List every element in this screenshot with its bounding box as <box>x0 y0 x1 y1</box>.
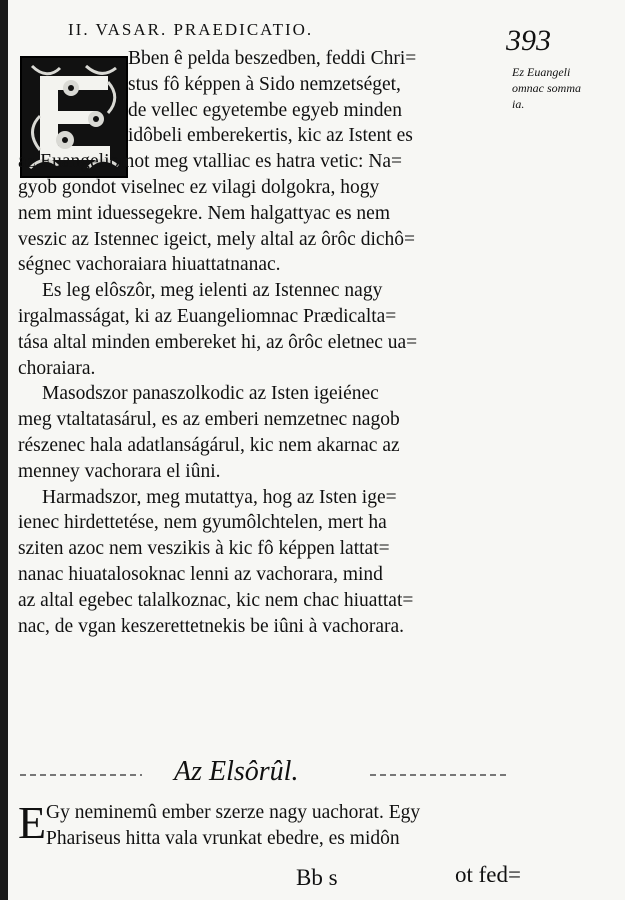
section-text <box>18 797 522 852</box>
main-body-text <box>18 46 512 639</box>
body-line-14: Masodszor panaszolkodic az Isten igeiénec <box>42 383 379 405</box>
body-line-21: nanac hiuatalosoknac lenni az vachorara, mind <box>18 563 383 585</box>
section-line-1: Gy neminemû ember szerze nagy uachorat. Egy <box>46 802 421 823</box>
body-line-15: meg vtaltatasárul, es az emberi nemzetnec nagob <box>18 409 400 431</box>
marginal-note <box>512 64 616 112</box>
body-line-5: az Euangeliomot meg vtalliac es hatra vetic: Na= <box>18 151 403 173</box>
marginal-note-line-1: Ez Euangeli <box>512 65 571 79</box>
catchword: ot fed= <box>455 862 521 887</box>
body-line-9: ségnec vachoraiara hiuattatnanac. <box>18 254 281 276</box>
body-line-19: ienec hirdettetése, nem gyumôlchtelen, mert ha <box>18 512 387 534</box>
body-line-11: irgalmasságat, ki az Euangeliomnac Prædicalta= <box>18 305 397 327</box>
page-signature: Bb s <box>296 865 338 890</box>
body-line-1: Bben ê pelda beszedben, feddi Chri= <box>128 48 417 69</box>
body-line-3: de vellec egyetembe egyeb minden <box>128 99 402 121</box>
page-number: 393 <box>506 24 551 57</box>
section-heading-left-rule <box>20 774 142 776</box>
section-heading-block <box>20 756 506 792</box>
body-line-8: veszic az Istennec igeict, mely altal az ôrôc dichô= <box>18 228 416 250</box>
section-line-2: Phariseus hitta vala vrunkat ebedre, es midôn <box>46 827 400 849</box>
marginal-note-line-3: ia. <box>512 97 525 111</box>
marginal-note-line-2: omnac somma <box>512 81 581 95</box>
running-header: II. VASAR. PRAEDICATIO. <box>68 20 314 39</box>
body-line-10: Es leg elôszôr, meg ielenti az Istennec nagy <box>42 280 383 302</box>
body-line-22: az altal egebec talalkoznac, kic nem chac hiuattat= <box>18 589 414 611</box>
body-line-7: nem mint iduessegekre. Nem halgattyac es nem <box>18 202 391 224</box>
body-line-12: tása altal minden embereket hi, az ôrôc eletnec ua= <box>18 331 418 353</box>
section-dropcap: E <box>18 797 47 848</box>
body-line-4: idôbeli emberekertis, kic az Istent es <box>128 125 413 147</box>
section-heading: Az Elsôrûl. <box>174 756 299 787</box>
section-paragraph <box>18 797 522 852</box>
section-heading-right-rule <box>370 774 506 776</box>
page-gutter-shadow <box>0 0 8 900</box>
body-line-6: gyob gondot viselnec ez vilagi dolgokra, hogy <box>18 176 380 198</box>
body-line-23: nac, de vgan keszerettetnekis be iûni à vachorara. <box>18 615 405 637</box>
body-line-13: choraiara. <box>18 357 96 379</box>
body-line-18: Harmadszor, meg mutattya, hog az Isten ige= <box>42 486 397 508</box>
body-line-17: menney vachorara el iûni. <box>18 460 221 482</box>
body-line-16: részenec hala adatlanságárul, kic nem akarnac az <box>18 434 400 456</box>
body-line-2: stus fô képpen à Sido nemzetséget, <box>128 73 401 95</box>
body-line-20: sziten azoc nem veszikis à kic fô képpen lattat= <box>18 538 390 560</box>
